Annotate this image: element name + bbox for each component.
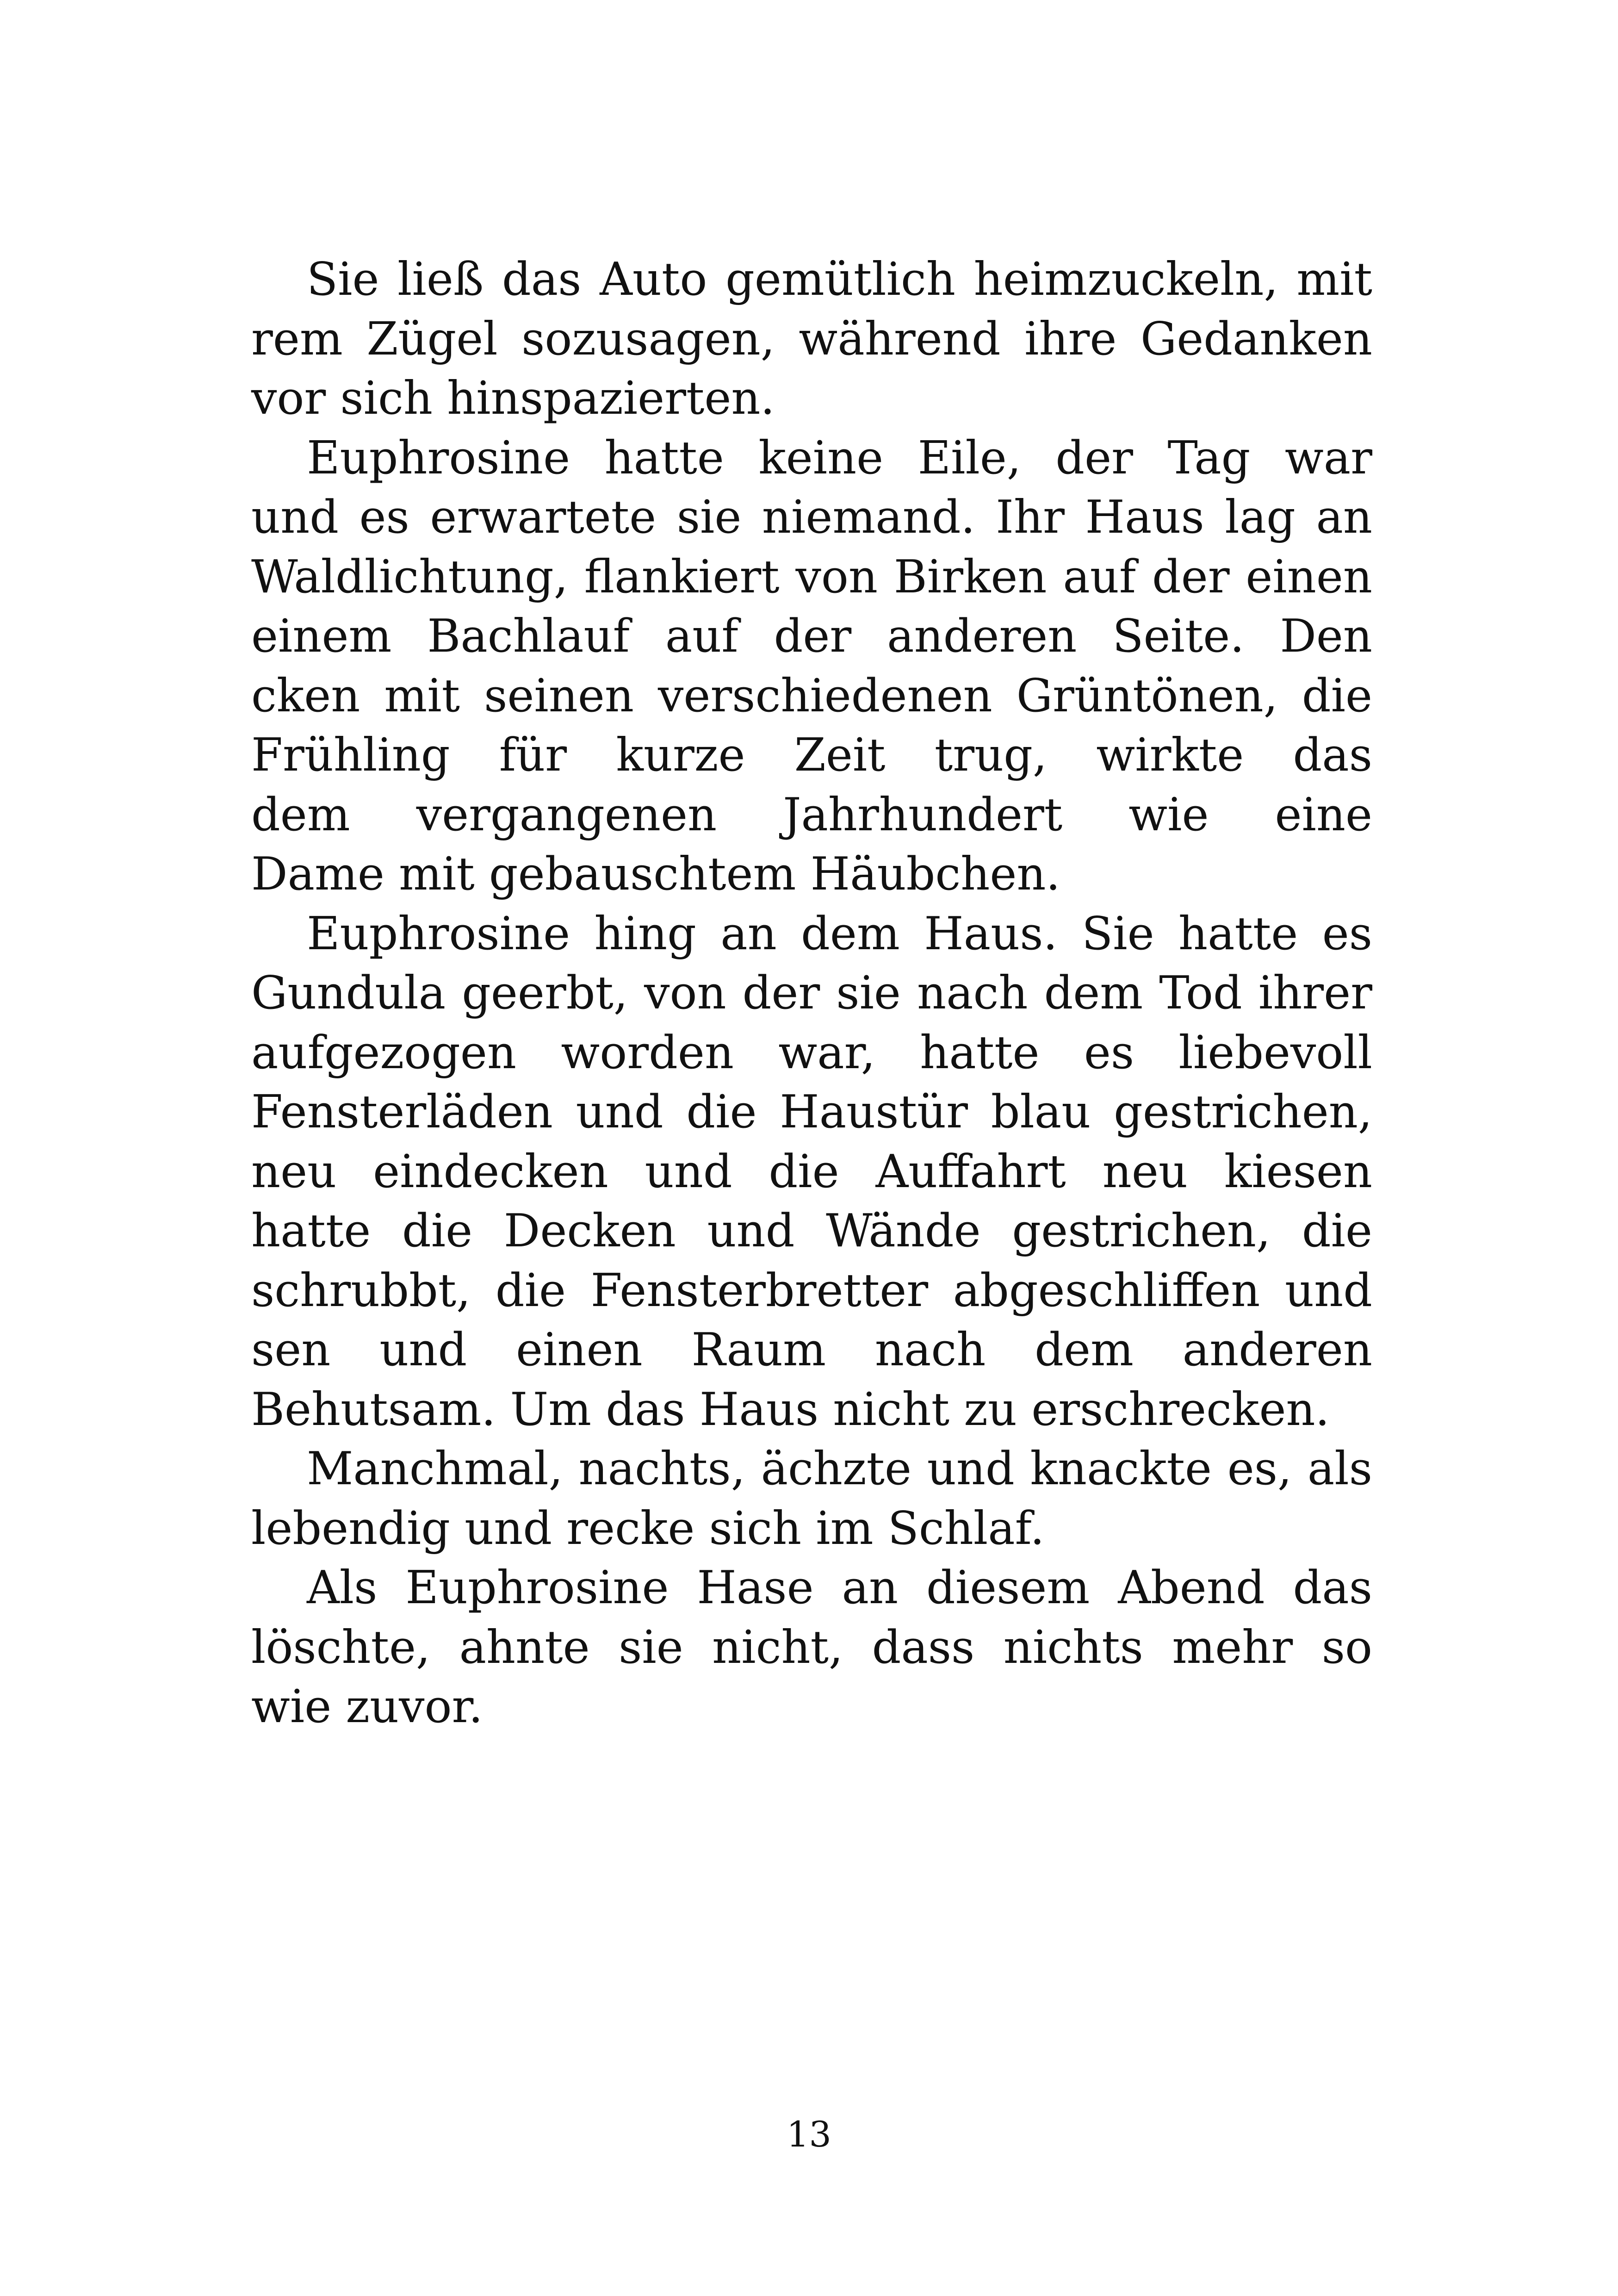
- text-line: Als Euphrosine Hase an diesem Abend das: [307, 1562, 1372, 1614]
- text-line: Euphrosine hatte keine Eile, der Tag war: [307, 431, 1372, 485]
- text-line: sen und einen Raum nach dem anderen: [251, 1324, 1372, 1376]
- text-line: Dame mit gebauschtem Häubchen.: [251, 848, 1060, 901]
- text-line: vor sich hinspazierten.: [251, 372, 775, 425]
- text-line: Gundula geerbt, von der sie nach dem Tod ihrer: [251, 967, 1372, 1020]
- text-line: Waldlichtung, flankiert von Birken auf der einen: [251, 550, 1372, 604]
- text-line: und es erwartete sie niemand. Ihr Haus lag an: [251, 491, 1372, 544]
- text-line: aufgezogen worden war, hatte es liebevoll: [251, 1026, 1372, 1079]
- paragraph-1: [251, 250, 1372, 429]
- paragraph-4: [251, 1439, 1372, 1558]
- paragraph-2: [251, 429, 1372, 904]
- text-line: hatte die Decken und Wände gestrichen, die: [251, 1205, 1372, 1257]
- paragraph-3: [251, 904, 1372, 1440]
- body-text: [251, 250, 1372, 1737]
- text-line: Manchmal, nachts, ächzte und knackte es, als: [307, 1443, 1372, 1495]
- text-line: Behutsam. Um das Haus nicht zu erschrecken.: [251, 1383, 1330, 1436]
- text-line: cken mit seinen verschiedenen Grüntönen, die: [251, 669, 1372, 722]
- text-line: Frühling für kurze Zeit trug, wirkte das: [251, 729, 1372, 782]
- text-line: neu eindecken und die Auffahrt neu kiesen: [251, 1145, 1372, 1198]
- text-line: dem vergangenen Jahrhundert wie eine: [251, 788, 1372, 841]
- page-number: 13: [787, 2114, 831, 2155]
- text-line: wie zuvor.: [251, 1680, 483, 1733]
- text-line: löschte, ahnte sie nicht, dass nichts mehr so: [251, 1621, 1372, 1674]
- text-line: rem Zügel sozusagen, während ihre Gedanken: [251, 312, 1372, 366]
- text-line: Fensterläden und die Haustür blau gestrichen,: [251, 1086, 1372, 1139]
- text-line: schrubbt, die Fensterbretter abgeschliffen und: [251, 1264, 1372, 1317]
- paragraph-5: [251, 1558, 1372, 1737]
- text-line: einem Bachlauf auf der anderen Seite. Den: [251, 610, 1372, 663]
- text-line: Euphrosine hing an dem Haus. Sie hatte es: [307, 907, 1372, 960]
- text-line: lebendig und recke sich im Schlaf.: [251, 1502, 1045, 1555]
- text-line: Sie ließ das Auto gemütlich heimzuckeln, mit: [307, 253, 1372, 306]
